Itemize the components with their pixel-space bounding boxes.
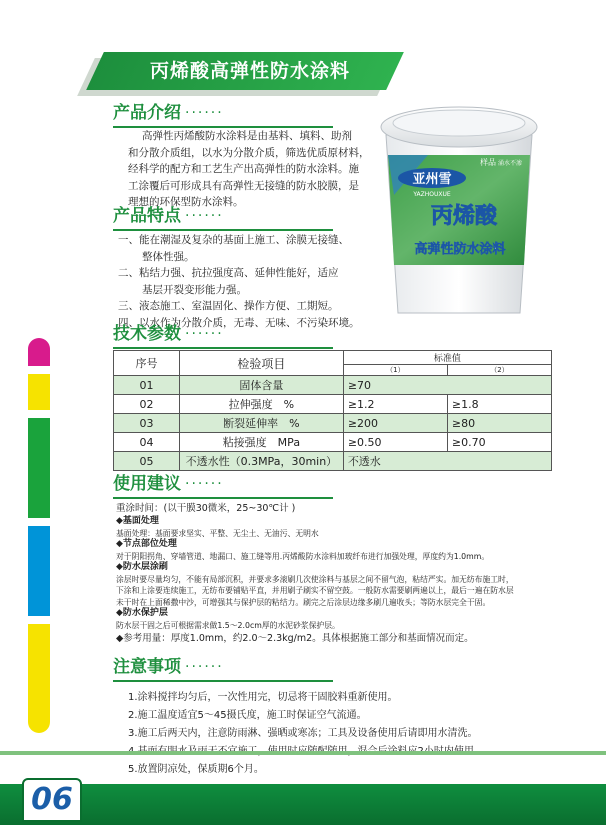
bottom-band-line [0, 751, 606, 755]
table-row [114, 452, 552, 471]
cell-v2: ≥0.70 [447, 433, 551, 452]
cell-v2: ≥1.8 [447, 395, 551, 414]
tech-underline [113, 347, 333, 349]
usage-protect-text: 防水层干固之后可根据需求做1.5～2.0cm厚的水泥砂浆保护层。 [116, 620, 340, 630]
note-item: 5.放置阴凉处，保质期6个月。 [128, 764, 264, 775]
strip-yellow-bottom [28, 624, 50, 733]
color-strip [28, 338, 50, 733]
usage-heading-dots: ······ [185, 476, 224, 492]
intro-line: 理想的环保型防水涂料。 [128, 196, 244, 208]
strip-green [28, 418, 50, 518]
intro-heading-dots: ······ [185, 105, 224, 121]
usage-dosage: ◆参考用量：厚度1.0mm，约2.0～2.3kg/m2。具体根据施工部分和基面情况而定。 [116, 633, 474, 644]
usage-base-text: 基面处理：基面要求坚实、平整、无尘土、无油污、无明水 [116, 528, 319, 538]
usage-block [116, 502, 556, 646]
cell-no: 05 [114, 452, 180, 471]
usage-coat-line: 未干时在上面稀撒中沙，可增强其与保护层的粘结力。刷完之后涂层边缘多刷几遍收头；等防水层完全干固。 [116, 597, 491, 607]
section-features-heading [113, 203, 413, 231]
cell-v1: ≥1.2 [343, 395, 447, 414]
bucket-tag2: 涌水不渗 [498, 160, 523, 167]
bucket-label-2: 高弹性防水涂料 [414, 242, 506, 257]
page-title: 丙烯酸高弹性防水涂料 [149, 60, 350, 82]
strip-blue [28, 526, 50, 616]
intro-line: 和分散介质组，以水为分散介质，筛选优质原材料， [128, 146, 370, 159]
usage-heading-text: 使用建议 [113, 474, 181, 494]
notes-heading-dots: ······ [185, 659, 224, 675]
usage-coat-time: 重涂时间：(以干膜30微米，25~30℃计 ) [116, 503, 296, 514]
bucket-brand: 亚州雪 [412, 172, 452, 187]
features-underline [113, 229, 333, 231]
section-notes-heading [113, 654, 413, 682]
features-heading-dots: ······ [185, 208, 224, 224]
usage-node-title: ◆节点部位处理 [116, 539, 177, 549]
feature-line: 三、液态施工、室温固化、操作方便、工期短。 [118, 300, 339, 312]
section-tech-heading [113, 321, 413, 349]
note-item: 1.涂料搅拌均匀后，一次性用完，切忌将干固胶料重新使用。 [128, 692, 398, 703]
feature-line: 四、以水作为分散介质，无毒、无味、不污染环境。 [118, 316, 360, 329]
strip-gap [28, 410, 50, 418]
notes-underline [113, 680, 333, 682]
cell-no: 04 [114, 433, 180, 452]
cell-v1: ≥200 [343, 414, 447, 433]
feature-line: 整体性强。 [142, 250, 195, 263]
cell-item: 固体含量 [179, 376, 343, 395]
intro-line: 经科学的配方和工艺生产出高弹性的防水涂料。施 [128, 163, 359, 175]
strip-gap [28, 518, 50, 526]
cell-item: 断裂延伸率 % [179, 414, 343, 433]
usage-underline [113, 497, 333, 499]
intro-line: 工涂覆后可形成具有高弹性无接缝的防水胶膜，是 [128, 179, 359, 192]
cell-item: 粘接强度 MPa [179, 433, 343, 452]
bucket-tag: 样品 [480, 158, 496, 167]
strip-yellow [28, 374, 50, 410]
notes-heading-text: 注意事项 [113, 657, 181, 677]
usage-protect-title: ◆防水保护层 [116, 608, 168, 618]
tech-table [113, 350, 552, 471]
section-usage-heading [113, 471, 413, 499]
header-item: 检验项目 [179, 351, 343, 376]
feature-line: 二、粘结力强、抗拉强度高、延伸性能好，适应 [118, 267, 339, 279]
usage-coat-title: ◆防水层涂刷 [116, 562, 168, 572]
usage-base-title: ◆基面处理 [116, 516, 159, 526]
header-sub2: （2） [447, 365, 551, 376]
bucket-brand-pinyin: YAZHOUXUE [413, 191, 451, 198]
tech-heading-text: 技术参数 [113, 324, 181, 344]
table-row [114, 395, 552, 414]
usage-coat-line: 涂层时要尽量均匀，不能有局部沉积，并要求多滚刷几次使涂料与基层之间不留气泡，粘结严实。加无纺布施工时， [116, 574, 514, 584]
features-list [118, 232, 378, 331]
usage-node-text: 对于阴阳拐角、穿墙管道、地漏口、施工缝等用.丙烯酸防水涂料加玻纤布进行加强处理，厚度约为1.0mm。 [116, 551, 490, 561]
cell-item: 拉伸强度 % [179, 395, 343, 414]
feature-line: 基层开裂变形能力强。 [142, 283, 247, 296]
table-header-row [114, 351, 552, 365]
page-number: 06 [22, 778, 82, 822]
intro-line: 高弹性丙烯酸防水涂料是由基料、填料、助剂 [142, 130, 352, 142]
features-heading-text: 产品特点 [113, 206, 181, 226]
table-row [114, 376, 552, 395]
intro-paragraph [128, 128, 378, 211]
bottom-band [0, 784, 606, 825]
cell-no: 02 [114, 395, 180, 414]
cell-v1: 不透水 [343, 452, 551, 471]
strip-gap [28, 616, 50, 624]
table-row [114, 433, 552, 452]
cell-item: 不透水性（0.3MPa，30min） [179, 452, 343, 471]
cell-no: 01 [114, 376, 180, 395]
feature-line: 一、能在潮湿及复杂的基面上施工、涂膜无接缝、 [118, 234, 349, 246]
cell-v2: ≥80 [447, 414, 551, 433]
intro-heading-text: 产品介绍 [113, 103, 181, 123]
header-sub1: （1） [343, 365, 447, 376]
cell-v1: ≥0.50 [343, 433, 447, 452]
tech-heading-dots: ······ [185, 326, 224, 342]
note-item: 2.施工温度适宜5～45摄氏度，施工时保证空气流通。 [128, 710, 367, 721]
table-row [114, 414, 552, 433]
header-no: 序号 [114, 351, 180, 376]
strip-gap [28, 366, 50, 374]
header-std: 标准值 [343, 351, 551, 365]
note-item: 3.施工后两天内，注意防雨淋、强晒或寒冻；工具及设备使用后请即用水清洗。 [128, 728, 478, 739]
strip-magenta [28, 338, 50, 366]
bucket-label-1: 丙烯酸 [430, 203, 498, 229]
usage-coat-line: 下涂和上涂要连续施工，无纺布要铺贴平直，并用刷子刷实不留空鼓。一般防水需要刷两遍以上，最后一遍在防水层 [116, 586, 514, 595]
cell-no: 03 [114, 414, 180, 433]
cell-v1: ≥70 [343, 376, 551, 395]
